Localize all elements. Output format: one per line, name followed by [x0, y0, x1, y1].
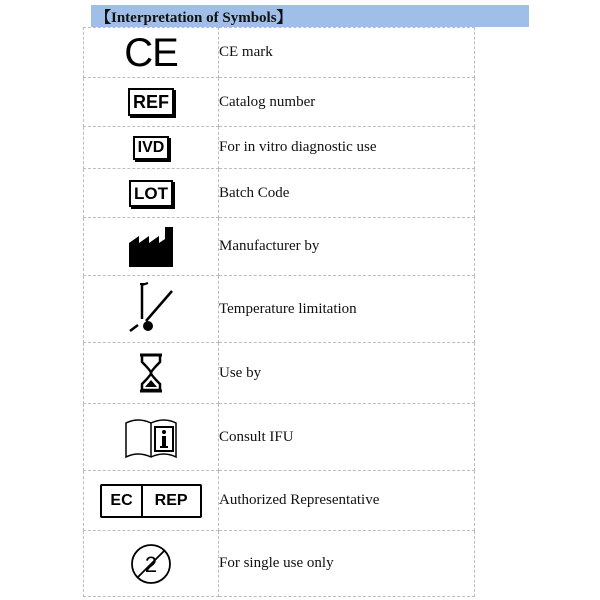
table-row	[84, 471, 475, 531]
description-cell: Use by	[219, 343, 475, 404]
table-row	[84, 127, 475, 169]
temperature-limit-icon	[126, 281, 176, 337]
ec-rep-right: REP	[141, 486, 200, 516]
symbol-cell	[84, 28, 219, 78]
table-row	[84, 531, 475, 597]
description-cell: CE mark	[219, 28, 475, 78]
table-row	[84, 276, 475, 343]
description-cell: Temperature limitation	[219, 276, 475, 343]
symbol-cell	[84, 531, 219, 597]
table-row	[84, 78, 475, 127]
description-cell: For single use only	[219, 531, 475, 597]
symbol-cell	[84, 78, 219, 127]
description-cell: For in vitro diagnostic use	[219, 127, 475, 169]
single-use-icon	[128, 541, 174, 587]
symbol-cell	[84, 169, 219, 218]
table-row	[84, 28, 475, 78]
description-cell: Catalog number	[219, 78, 475, 127]
ec-rep-icon	[100, 484, 201, 518]
description-cell: Manufacturer by	[219, 218, 475, 276]
consult-ifu-icon	[123, 413, 179, 461]
table-row	[84, 343, 475, 404]
symbol-cell	[84, 343, 219, 404]
page-title: 【Interpretation of Symbols】	[96, 10, 292, 26]
ce-mark-icon: CE	[124, 30, 178, 75]
ec-rep-left: EC	[110, 491, 133, 509]
symbols-table	[83, 27, 475, 597]
lot-icon: LOT	[129, 180, 173, 207]
ivd-icon: IVD	[133, 136, 170, 160]
table-row	[84, 218, 475, 276]
hourglass-icon	[139, 353, 163, 393]
table-row	[84, 169, 475, 218]
manufacturer-icon	[127, 225, 175, 269]
svg-text:2: 2	[144, 551, 158, 577]
ref-icon: REF	[128, 88, 174, 116]
symbol-cell	[84, 471, 219, 531]
symbol-cell	[84, 276, 219, 343]
description-cell: Authorized Representative	[219, 471, 475, 531]
description-cell: Batch Code	[219, 169, 475, 218]
symbol-cell	[84, 127, 219, 169]
symbol-cell	[84, 404, 219, 471]
symbol-cell	[84, 218, 219, 276]
description-cell: Consult IFU	[219, 404, 475, 471]
table-row	[84, 404, 475, 471]
